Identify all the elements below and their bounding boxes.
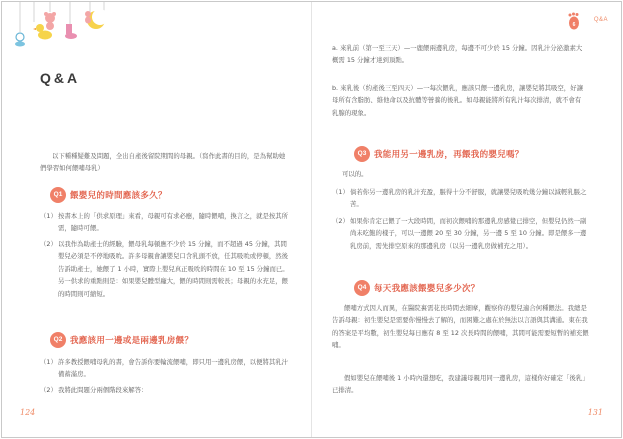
right-page <box>312 2 621 437</box>
question-title: 我能用另一邊乳房，再餵我的嬰兒嗎？ <box>374 149 524 160</box>
question-4-paragraph-2: 假如嬰兒在餵哺後 1 小時內還想吃，我建議母親用同一邊乳房，這樣你好確定「後乳」已排清。 <box>332 374 589 395</box>
question-title: 每天我應該餵嬰兒多少次？ <box>374 283 480 294</box>
question-1-heading <box>50 187 167 202</box>
intro-paragraph: 以下種種疑難及問題，全出自產後留院期間的母親。（寫作此書的目的，是為幫助她們學習如何餵哺母乳） <box>40 152 286 173</box>
question-badge: Q4 <box>354 280 370 296</box>
question-4-paragraph-1: 餵哺方式因人而異，在醫院裏需花長時間去細摩，觀察你的嬰兒適合何種餵法。我總是告訴母親：初生嬰兒是需要你慢慢去了解的，而困難之處在於無法以言語與其溝通。東在我的答案是平均數，初生嬰兒每日應有 8 至 12 次長時間的餵哺，其間可能需要短暫的補充餵哺。 <box>332 304 589 350</box>
list-item: （1） 許多教授餵哺母乳的書，會告訴你要輪流餵哺，即只用一邊乳房餵，以便將其乳汁備蓄滿房。 <box>40 358 289 379</box>
svg-text:6: 6 <box>572 22 576 28</box>
pacifier-icon <box>15 33 25 47</box>
list-item: （1） 倘若你另一邊乳房的乳汁充盈，脹得十分不舒服，就讓嬰兒吸吮幾分鐘以減輕乳脹之苦。 <box>332 188 587 209</box>
baby-sock-icon <box>65 24 77 39</box>
question-badge: Q2 <box>50 332 66 348</box>
teddy-bear-icon <box>44 12 56 30</box>
book-spread <box>1 1 622 438</box>
answer-item-b: b. 來乳後（約產後三至四天）—一每次餵乳，應該只餵一邊乳房，讓嬰兒將其吸空，好讓母所有含脂肪、維他命以及抗體等營養的後乳。如母親能將所有乳汁每次排清，就不會有乳腺的現象。 <box>332 84 583 117</box>
question-3-answers <box>332 186 590 252</box>
page-number: 131 <box>587 408 603 417</box>
question-4-heading <box>354 280 480 295</box>
list-item: （1） 按書本上的「供求原理」來看，母親可有求必應，隨時餵哺，換言之，就是按其所需，隨時可餵。 <box>40 212 289 233</box>
list-item: （2） 如果你肯定已餵了一大段時間，而初次餵哺的那邊乳房感覺已排空，但嬰兒仍然一副尚未吃飽的樣子，可以一邊餵 20 至 30 分鐘，另一邊 5 至 10 分鐘。即是餵多一邊乳房前，需先排空原來的那邊乳房（以另一邊乳房做補充之用）。 <box>332 216 587 250</box>
baby-mobile-decoration <box>8 2 128 58</box>
question-1-answers <box>40 210 290 300</box>
page-number: 124 <box>20 408 36 417</box>
list-item: （2） 我將此問題分兩個階段來解答： <box>40 385 148 394</box>
left-page <box>2 2 311 437</box>
question-badge: Q1 <box>50 187 66 203</box>
answer-item-a: a. 來乳前（第一至三天）—一鹿餵兩邊乳房，每邊不可少於 15 分鐘。因乳汁分泌激素大概需 15 分鐘才達到頂點。 <box>332 44 583 65</box>
question-3-lead: 可以的。 <box>342 170 368 178</box>
question-2-heading <box>50 332 193 347</box>
chapter-banner: Q&A <box>593 17 608 23</box>
question-title: 餵嬰兒的時間應該多久？ <box>70 190 167 201</box>
question-badge: Q3 <box>354 146 370 162</box>
page-title: Q&A <box>40 70 81 86</box>
list-item: （2） 以我作為助產士的經驗，餵母乳每頓應不少於 15 分鐘，而不超過 45 分鐘，其間嬰兒必須是不停地吸吮。許多母親會讓嬰兒口含乳頭不放，任其吸吮或停頓，然後告訴助產士，她餵了 1 小時，實際上嬰兒真正吸吮的時間在 10 至 15 分鐘而已。另一供求的重點則是：如果嬰兒體型龐大，餵的時間則需較長；母親的水充足，餵的時間則可縮短。 <box>40 239 289 298</box>
footprint-icon <box>567 12 581 30</box>
question-title: 我應該用一邊或是兩邊乳房餵？ <box>70 335 194 346</box>
question-3-heading <box>354 146 524 161</box>
question-2-answers <box>40 356 290 396</box>
